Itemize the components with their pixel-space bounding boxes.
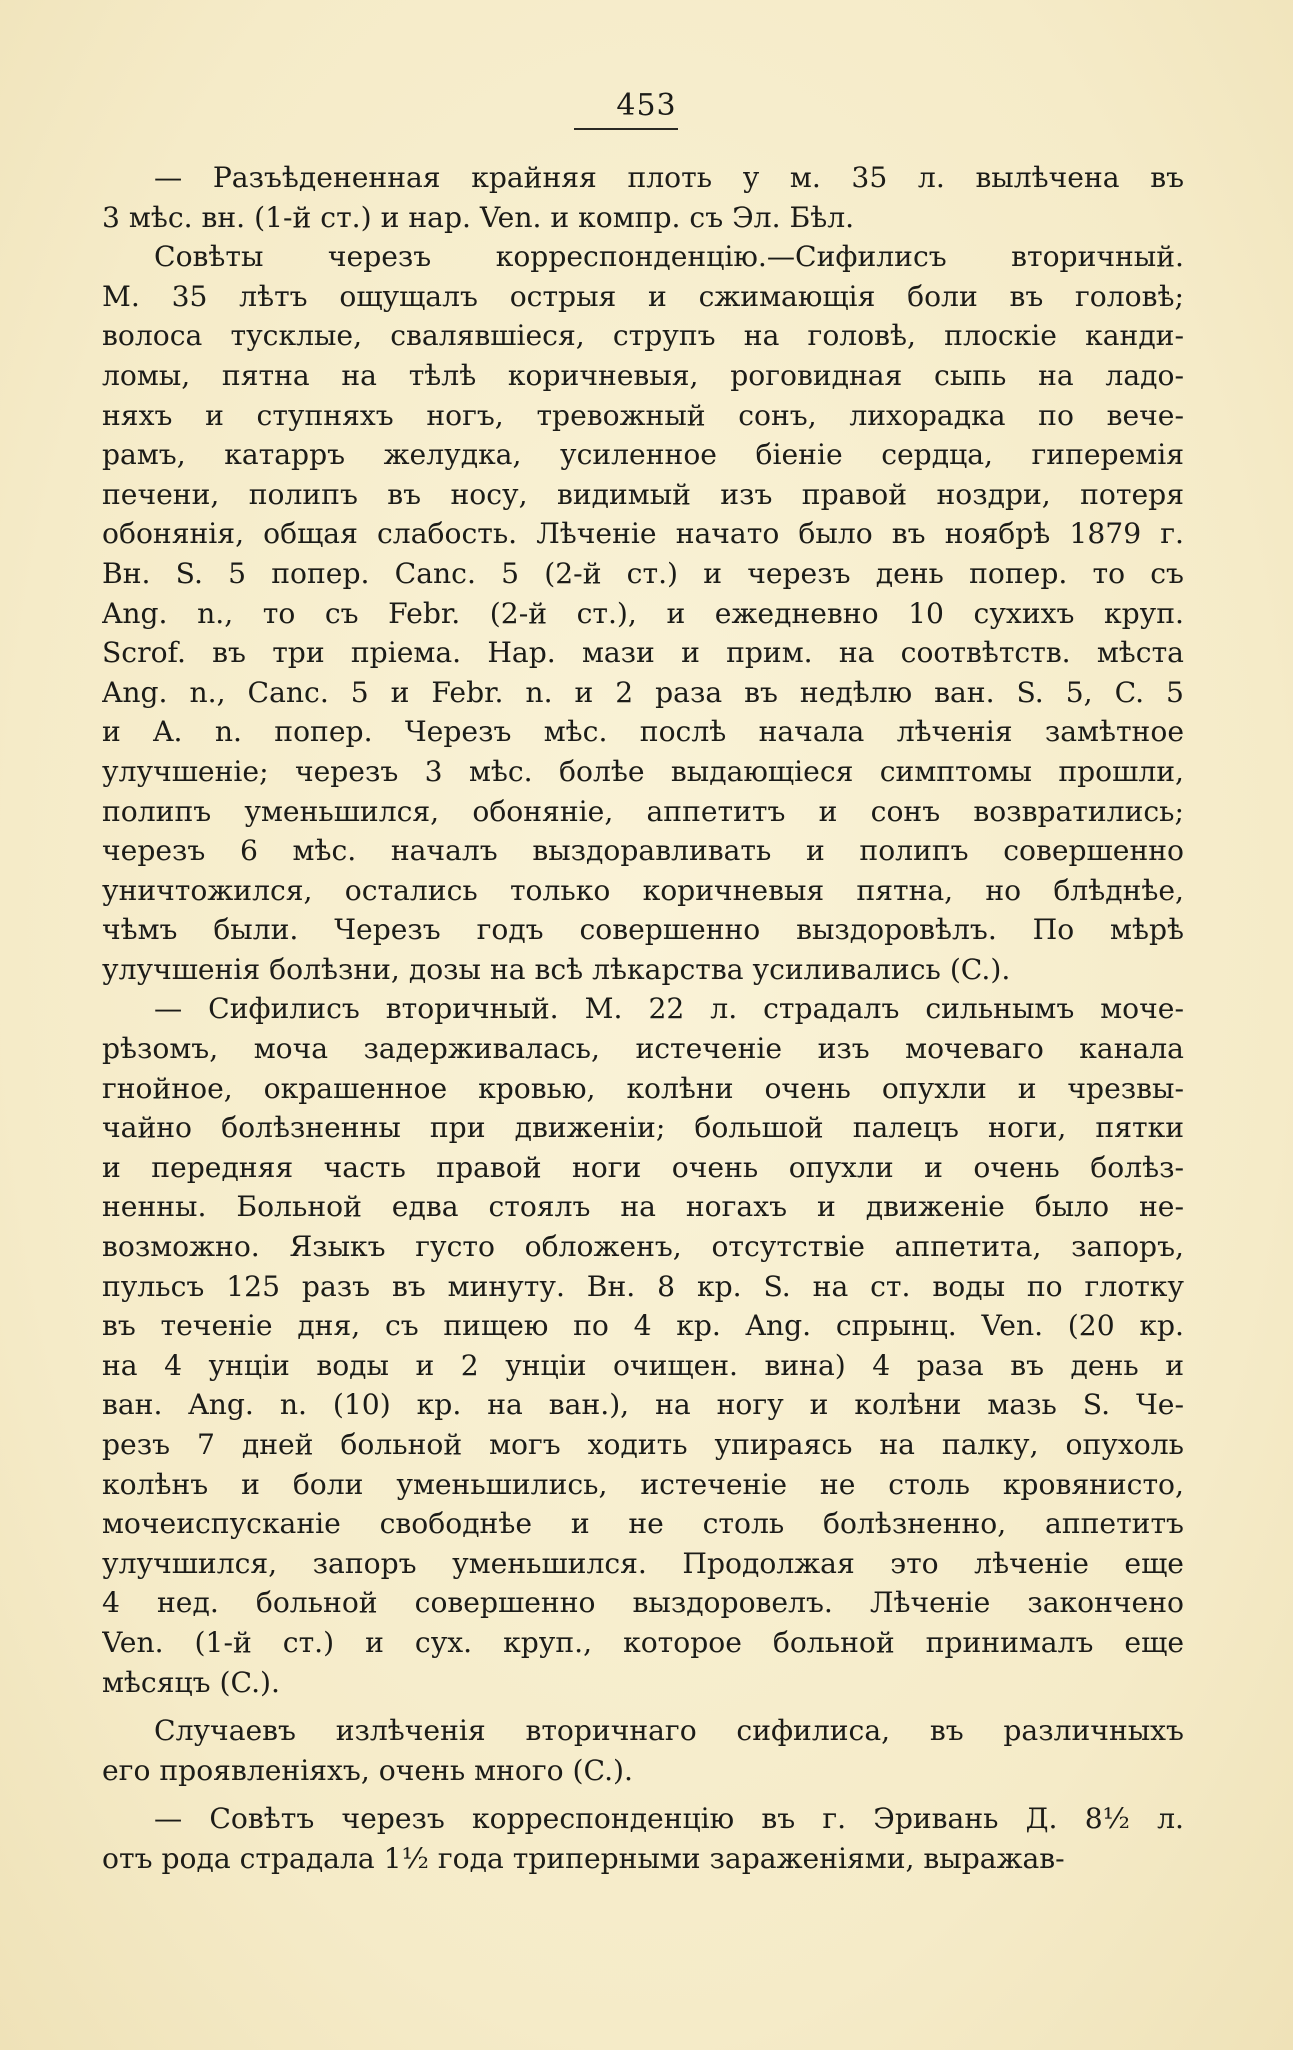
text-line: чѣмъ были. Черезъ годъ совершенно выздоровѣлъ. По мѣрѣ bbox=[102, 913, 1184, 947]
page-number-rule bbox=[574, 128, 678, 130]
text-line: няхъ и ступняхъ ногъ, тревожный сонъ, лихорадка по вече- bbox=[102, 398, 1184, 432]
text-line: Ang. n., Canc. 5 и Febr. n. и 2 раза въ недѣлю ван. S. 5, C. 5 bbox=[102, 675, 1184, 709]
text-line: Совѣты черезъ корреспонденцію.—Сифилисъ вторичный. bbox=[154, 240, 1184, 274]
text-line: обонянія, общая слабость. Лѣченіе начато было въ ноябрѣ 1879 г. bbox=[102, 517, 1184, 551]
text-line: отъ рода страдала 1½ года триперными зараженіями, выражав- bbox=[102, 1841, 1065, 1875]
text-line: ван. Ang. n. (10) кр. на ван.), на ногу и колѣни мазь S. Че- bbox=[102, 1388, 1184, 1422]
text-line: рѣзомъ, моча задерживалась, истеченіе изъ мочеваго канала bbox=[102, 1032, 1184, 1066]
text-line: М. 35 лѣтъ ощущалъ острыя и сжимающія боли въ головѣ; bbox=[102, 279, 1184, 313]
text-line: ломы, пятна на тѣлѣ коричневыя, роговидная сыпь на ладо- bbox=[102, 358, 1184, 392]
text-line: мѣсяцъ (C.). bbox=[102, 1665, 280, 1699]
paragraph-gap bbox=[102, 1790, 1184, 1799]
text-line: Ang. n., то съ Febr. (2-й ст.), и ежедневно 10 сухихъ круп. bbox=[102, 596, 1184, 630]
paragraph bbox=[102, 158, 1184, 237]
text-line: Ven. (1-й ст.) и сух. круп., которое больной принималъ еще bbox=[102, 1625, 1184, 1659]
text-line: и A. n. попер. Черезъ мѣс. послѣ начала лѣченія замѣтное bbox=[102, 715, 1184, 749]
text-line: мочеиспусканіе свободнѣе и не столь болѣзненно, аппетитъ bbox=[102, 1507, 1184, 1541]
body-text bbox=[102, 158, 1184, 1879]
text-line: печени, полипъ въ носу, видимый изъ правой ноздри, потеря bbox=[102, 477, 1184, 511]
text-line: черезъ 6 мѣс. началъ выздоравливать и полипъ совершенно bbox=[102, 834, 1184, 868]
text-line: — Разъѣдененная крайняя плоть у м. 35 л. вылѣчена въ bbox=[154, 161, 1184, 194]
text-line: — Сифилисъ вторичный. М. 22 л. страдалъ сильнымъ моче- bbox=[154, 992, 1184, 1026]
page-number: 453 bbox=[616, 88, 677, 123]
text-line: — Совѣтъ черезъ корреспонденцію въ г. Эривань Д. 8½ л. bbox=[154, 1802, 1184, 1836]
text-line: волоса тусклые, свалявшіеся, струпъ на головѣ, плоскіе канди- bbox=[102, 319, 1184, 353]
text-line: 4 нед. больной совершенно выздоровелъ. Лѣченіе закончено bbox=[102, 1586, 1184, 1620]
paragraph bbox=[102, 237, 1184, 989]
text-line: въ теченіе дня, съ пищею по 4 кр. Ang. спрынц. Ven. (20 кр. bbox=[102, 1309, 1184, 1343]
text-line: улучшеніе; черезъ 3 мѣс. болѣе выдающіеся симптомы прошли, bbox=[102, 754, 1184, 788]
text-line: его проявленіяхъ, очень много (C.). bbox=[102, 1753, 633, 1787]
text-line: колѣнъ и боли уменьшились, истеченіе не столь кровянисто, bbox=[102, 1467, 1184, 1501]
text-line: улучшенія болѣзни, дозы на всѣ лѣкарства усиливались (C.). bbox=[102, 952, 1011, 986]
text-line: на 4 унціи воды и 2 унціи очищен. вина) 4 раза въ день и bbox=[102, 1348, 1184, 1382]
text-line: рамъ, катарръ желудка, усиленное біеніе сердца, гиперемія bbox=[102, 438, 1184, 472]
text-line: пульсъ 125 разъ въ минуту. Вн. 8 кр. S. на ст. воды по глотку bbox=[102, 1269, 1184, 1303]
text-line: ненны. Больной едва стоялъ на ногахъ и движеніе было не- bbox=[102, 1190, 1184, 1224]
text-line: улучшился, запоръ уменьшился. Продолжая это лѣченіе еще bbox=[102, 1546, 1184, 1580]
text-line: уничтожился, остались только коричневыя пятна, но блѣднѣе, bbox=[102, 873, 1184, 907]
text-line: полипъ уменьшился, обоняніе, аппетитъ и сонъ возвратились; bbox=[102, 794, 1184, 828]
text-line: Scrof. въ три пріема. Нар. мази и прим. на соотвѣтств. мѣста bbox=[102, 636, 1184, 670]
paragraph bbox=[102, 1711, 1184, 1790]
text-line: чайно болѣзненны при движеніи; большой палецъ ноги, пятки bbox=[102, 1111, 1184, 1145]
text-line: 3 мѣс. вн. (1-й ст.) и нар. Ven. и компр. съ Эл. Бѣл. bbox=[102, 200, 855, 234]
text-line: резъ 7 дней больной могъ ходить упираясь на палку, опухоль bbox=[102, 1428, 1184, 1461]
text-line: Случаевъ излѣченія вторичнаго сифилиса, въ различныхъ bbox=[154, 1714, 1184, 1748]
paragraph-gap bbox=[102, 1702, 1184, 1711]
text-line: Вн. S. 5 попер. Canc. 5 (2-й ст.) и черезъ день попер. то съ bbox=[102, 556, 1184, 590]
text-line: гнойное, окрашенное кровью, колѣни очень опухли и чрезвы- bbox=[102, 1071, 1184, 1105]
text-line: и передняя часть правой ноги очень опухли и очень болѣз- bbox=[102, 1150, 1184, 1184]
paragraph bbox=[102, 989, 1184, 1702]
text-line: возможно. Языкъ густо обложенъ, отсутствіе аппетита, запоръ, bbox=[102, 1230, 1184, 1264]
paragraph bbox=[102, 1799, 1184, 1878]
